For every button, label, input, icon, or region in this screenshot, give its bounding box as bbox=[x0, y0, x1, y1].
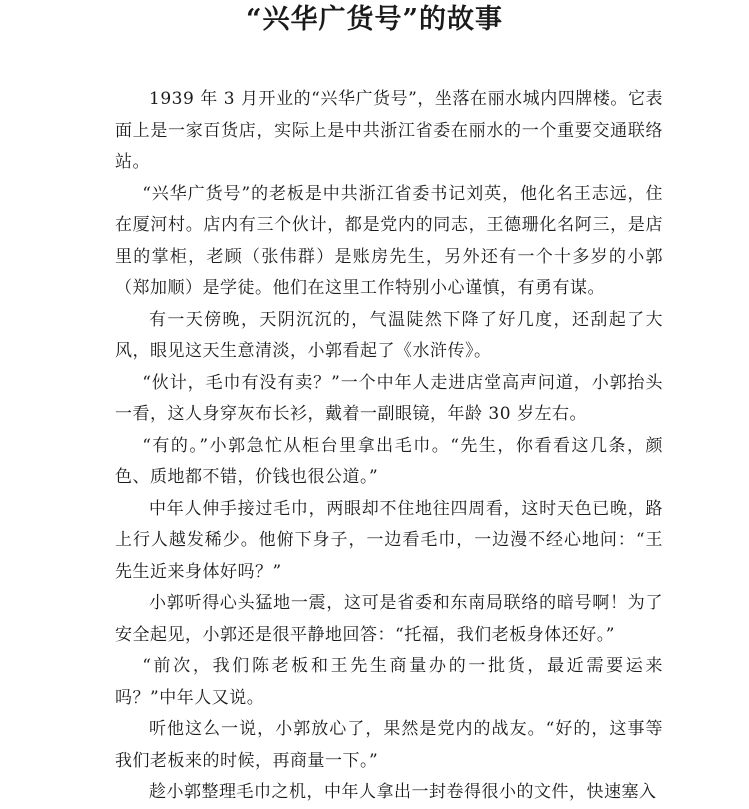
paragraph-4: “伙计，毛巾有没有卖？”一个中年人走进店堂高声问道，小郭抬头一看，这人身穿灰布长衫，戴着一副眼镜，年龄 30 岁左右。 bbox=[115, 372, 663, 424]
paragraph-7: 小郭听得心头猛地一震，这可是省委和东南局联络的暗号啊！为了安全起见，小郭还是很平静地回答：“托福，我们老板身体还好。” bbox=[115, 593, 663, 645]
paragraph-6: 中年人伸手接过毛巾，两眼却不住地往四周看，这时天色已晚，路上行人越发稀少。他俯下身子，一边看毛巾，一边漫不经心地问：“王先生近来身体好吗？” bbox=[115, 498, 663, 582]
paragraph-1: 1939 年 3 月开业的“兴华广货号”，坐落在丽水城内四牌楼。它表面上是一家百货店，实际上是中共浙江省委在丽水的一个重要交通联络站。 bbox=[115, 89, 663, 172]
story-body bbox=[115, 84, 663, 809]
page-title: “兴华广货号”的故事 bbox=[245, 4, 504, 35]
paragraph-5: “有的。”小郭急忙从柜台里拿出毛巾。“先生，你看看这几条，颜色、质地都不错，价钱也很公道。” bbox=[115, 435, 663, 487]
paragraph-8: “前次，我们陈老板和王先生商量办的一批货，最近需要运来吗？”中年人又说。 bbox=[115, 656, 663, 708]
paragraph-10: 趁小郭整理毛巾之机，中年人拿出一封卷得很小的文件，快速塞入 bbox=[149, 782, 657, 802]
paragraph-2: “兴华广货号”的老板是中共浙江省委书记刘英，他化名王志远，住在厦河村。店内有三个伙计，都是党内的同志，王德珊化名阿三，是店里的掌柜，老顾（张伟群）是账房先生，另外还有一个十多岁的小郭（郑加顺）是学徒。他们在这里工作特别小心谨慎，有勇有谋。 bbox=[115, 183, 663, 298]
paragraph-9: 听他这么一说，小郭放心了，果然是党内的战友。“好的，这事等我们老板来的时候，再商量一下。” bbox=[115, 719, 663, 771]
paragraph-3: 有一天傍晚，天阴沉沉的，气温陡然下降了好几度，还刮起了大风，眼见这天生意清淡，小郭看起了《水浒传》。 bbox=[115, 309, 663, 361]
